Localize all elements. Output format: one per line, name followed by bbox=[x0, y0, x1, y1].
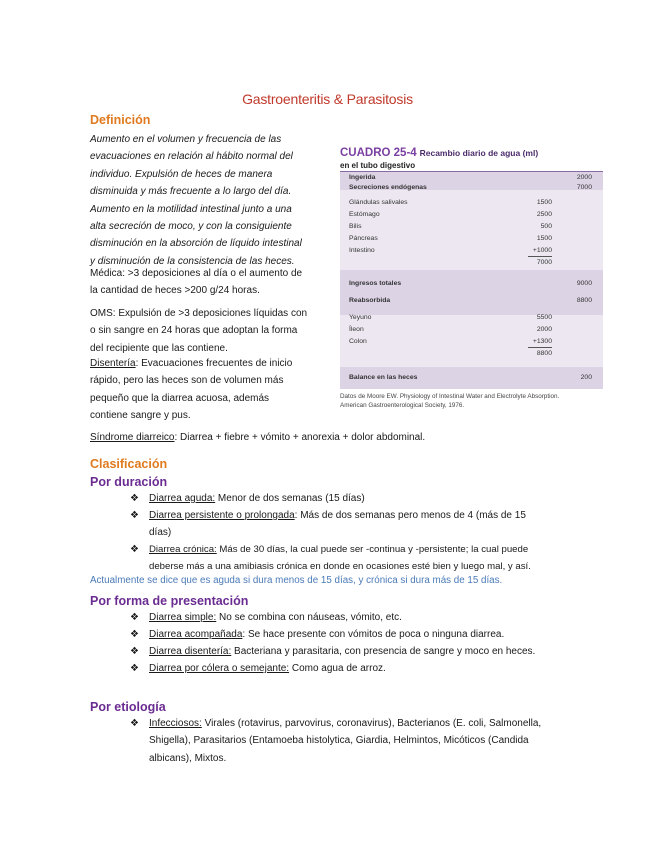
definicion-line: disminuida y más frecuente a lo largo del día. bbox=[90, 186, 292, 198]
list-item: ❖ Diarrea simple: No se combina con náuseas, vómito, etc. bbox=[130, 609, 570, 627]
diamond-bullet-icon: ❖ bbox=[130, 646, 139, 657]
list-item: ❖ Diarrea disentería: Bacteriana y parasitaria, con presencia de sangre y moco en heces. bbox=[130, 643, 570, 661]
diamond-bullet-icon: ❖ bbox=[130, 612, 139, 623]
oms-line: OMS: Expulsión de >3 deposiciones líquidas con bbox=[90, 308, 308, 319]
diamond-bullet-icon: ❖ bbox=[130, 718, 139, 729]
disenteria-line: : Evacuaciones frecuentes de inicio bbox=[135, 358, 293, 369]
definicion-line: Aumento en la motilidad intestinal junto a una bbox=[90, 203, 292, 215]
medica-line: Médica: >3 deposiciones al día o el aumento de bbox=[90, 268, 303, 279]
oms-definition bbox=[90, 305, 318, 357]
por-forma-heading: Por forma de presentación bbox=[90, 594, 249, 608]
disenteria-label: Disentería bbox=[90, 358, 136, 369]
disenteria-line: pequeño que la diarrea acuosa, además bbox=[90, 392, 270, 404]
table-band bbox=[340, 270, 603, 315]
disenteria-definition bbox=[90, 355, 318, 425]
definicion-heading: Definición bbox=[90, 113, 151, 127]
diamond-bullet-icon: ❖ bbox=[130, 510, 139, 521]
list-item: ❖ Diarrea aguda: Menor de dos semanas (15 días) bbox=[130, 490, 570, 508]
table-subtitle: en el tubo digestivo bbox=[340, 161, 416, 170]
table-code: CUADRO 25-4 bbox=[340, 147, 417, 159]
definicion-line: alta secreción de moco, y con la consiguiente bbox=[90, 221, 292, 233]
list-item: ❖ Diarrea persistente o prolongada: Más de dos semanas pero menos de 4 (más de 15 días) bbox=[130, 507, 570, 542]
sindrome-label: Síndrome diarreico bbox=[90, 432, 175, 443]
list-item: ❖ Infecciosos: Virales (rotavirus, parvovirus, coronavirus), Bacterianos (E. coli, Salmonella, Shigella), Parasitarios (Entamoeba histolytica, Giardia, Helmintos, Micóticos (Candida albicans), Mixtos. bbox=[130, 715, 570, 769]
sindrome-diarreico bbox=[90, 429, 570, 446]
diamond-bullet-icon: ❖ bbox=[130, 663, 139, 674]
medica-definition bbox=[90, 265, 318, 300]
clasificacion-heading: Clasificación bbox=[90, 457, 168, 471]
disenteria-line: rápido, pero las heces son de volumen más bbox=[90, 375, 284, 387]
list-item: ❖ Diarrea por cólera o semejante: Como agua de arroz. bbox=[130, 660, 570, 678]
table-body: Ingerida 2000 Secreciones endógenas 7000 Glándulas salivales 1500 Estómago 2500 Bilis 500 Páncreas 1500 Intestino +1000 7000 Ingresos totales 9000 Reabsorbida 8800 Yeyuno 5500 Íleon 2000 Colon +1300 8800 Balance en las heces 200 bbox=[340, 171, 603, 389]
definicion-line: Aumento en el volumen y frecuencia de las bbox=[90, 134, 282, 145]
definicion-line: individuo. Expulsión de heces de manera bbox=[90, 168, 273, 180]
duracion-note: Actualmente se dice que es aguda si dura menos de 15 días, y crónica si dura más de 15 días. bbox=[90, 575, 503, 586]
list-item: ❖ Diarrea acompañada: Se hace presente con vómitos de poca o ninguna diarrea. bbox=[130, 626, 570, 644]
disenteria-line: contiene sangre y pus. bbox=[90, 410, 191, 422]
por-etiologia-heading: Por etiología bbox=[90, 700, 166, 714]
diamond-bullet-icon: ❖ bbox=[130, 493, 139, 504]
definicion-line: disminución en la absorción de líquido intestinal bbox=[90, 238, 302, 250]
water-exchange-table bbox=[340, 147, 603, 409]
definicion-italic-block bbox=[90, 131, 318, 270]
diamond-bullet-icon: ❖ bbox=[130, 544, 139, 555]
definicion-line: y disminución de la consistencia de las heces. bbox=[90, 255, 295, 267]
list-item: ❖ Diarrea crónica: Más de 30 días, la cual puede ser -continua y -persistente; la cual puede deberse más a una amibiasis crónica en donde en ocasiones esté bien y luego mal, y así. bbox=[130, 541, 570, 576]
sum-rule bbox=[528, 347, 552, 348]
diamond-bullet-icon: ❖ bbox=[130, 629, 139, 640]
por-duracion-heading: Por duración bbox=[90, 475, 168, 489]
table-title bbox=[340, 147, 603, 172]
table-title-text: Recambio diario de agua (ml) bbox=[419, 148, 539, 158]
definicion-line: evacuaciones en relación al hábito normal del bbox=[90, 151, 293, 163]
medica-line: la cantidad de heces >200 g/24 horas. bbox=[90, 285, 260, 297]
page-title: Gastroenteritis & Parasitosis bbox=[242, 91, 413, 107]
sum-rule bbox=[528, 256, 552, 257]
sindrome-text: : Diarrea + fiebre + vómito + anorexia + dolor abdominal. bbox=[174, 432, 426, 443]
oms-line: o sin sangre en 24 horas que adoptan la forma bbox=[90, 325, 298, 337]
table-source: Datos de Moore EW. Physiology of Intestinal Water and Electrolyte Absorption. American Gastroenterological Society, 1976. bbox=[340, 393, 560, 409]
oms-line: del recipiente que las contiene. bbox=[90, 342, 228, 354]
